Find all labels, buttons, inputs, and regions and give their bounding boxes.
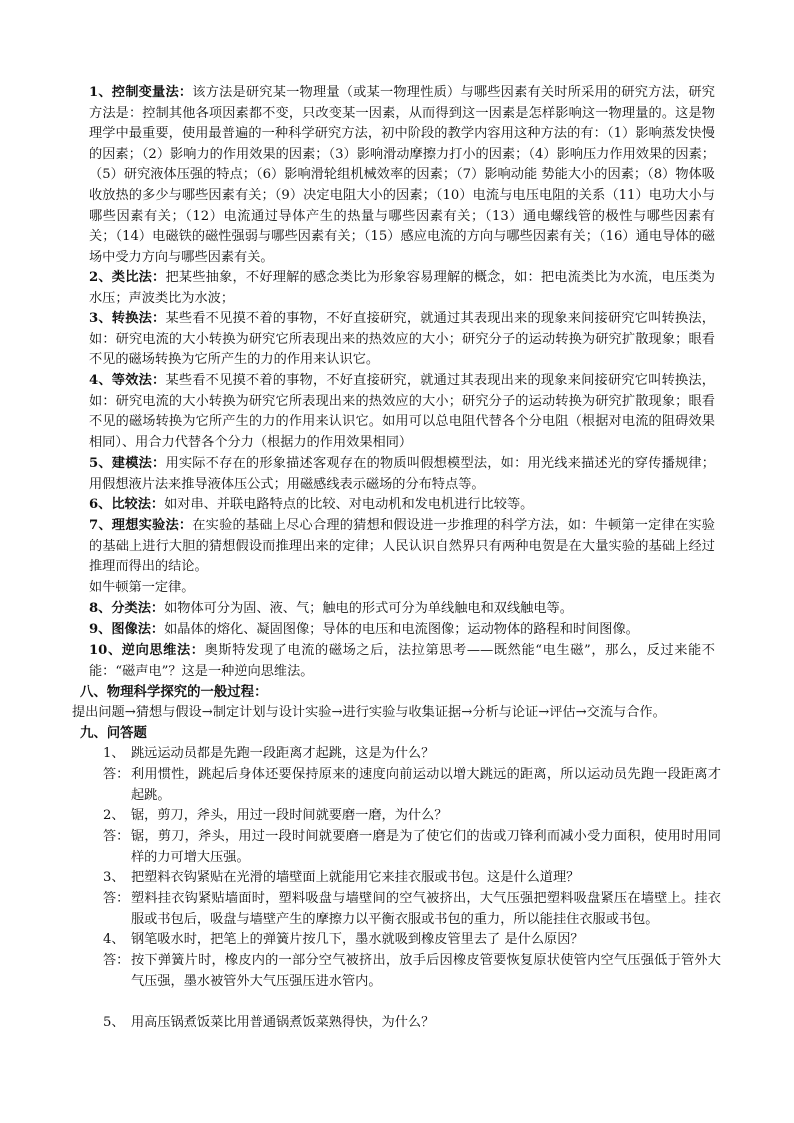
- method-text: 如物体可分为固、液、气；触电的形式可分为单线触电和双线触电等。: [164, 601, 573, 616]
- answer-label: 答：: [103, 953, 130, 968]
- method-title: 9、图像法：: [89, 622, 165, 637]
- method-text: 某些看不见摸不着的事物，不好直接研究，就通过其表现出来的现象来间接研究它叫转换法，如：研究电流的大小转换为研究它所表现出来的热效应的大小；研究分子的运动转换为研究扩散现象；眼看不见的磁场转换为它所产生的力的作用来认识它。: [89, 311, 715, 368]
- question-number: 4、: [103, 932, 125, 947]
- method-title: 8、分类法：: [89, 601, 165, 616]
- method-modeling: [89, 454, 715, 495]
- method-text: 用实际不存在的形象描述客观存在的物质叫假想模型法，如：用光线来描述光的穿传播规律；用假想液片法来推导液体压公式；用磁感线表示磁场的分布特点等。: [89, 456, 715, 492]
- method-equivalence: [89, 371, 715, 453]
- method-text: 该方法是研究某一物理量（或某一物理性质）与哪些因素有关时所采用的研究方法，研究方法是：控制其他各项因素都不变，只改变某一因素，从而得到这一因素是怎样影响这一物理量的。这是物理学中最重要，使用最普遍的一种科学研究方法，初中阶段的教学内容用这种方法的有：（1）影响蒸发快慢的因素；（2）影响力的作用效果的因素；（3）影响滑动摩擦力打小的因素；（4）影响压力作用效果的因素；（5）研究液体压强的特点；（6）影响滑轮组机械效率的因素；（7）影响动能 势能大小的因素；（8）物体吸收放热的多少与哪些因素有关；（9）决定电阻大小的因素；（10）电流与电压电阻的关系（11）电功大小与哪些因素有关；（12）电流通过导体产生的热量与哪些因素有关；（13）通电螺线管的极性与哪些因素有关；（14）电磁铁的磁性强弱与哪些因素有关；（15）感应电流的方向与哪些因素有关；（16）通电导体的磁场中受力方向与哪些因素有关。: [89, 85, 715, 265]
- section-heading: 八、物理科学探究的一般过程：: [80, 684, 268, 700]
- method-reverse-thinking: [89, 641, 715, 682]
- method-title: 6、比较法：: [89, 497, 165, 512]
- method-graphing: [89, 620, 715, 641]
- method-text: 把某些抽象，不好理解的感念类比为形象容易理解的概念，如：把电流类比为水流，电压类为水压；声波类比为水波；: [89, 270, 715, 306]
- answer-text: 塑料挂衣钩紧贴墙面时，塑料吸盘与墙壁间的空气被挤出，大气压强把塑料吸盘紧压在墙壁上。挂衣服或书包后，吸盘与墙壁产生的摩擦力以平衡衣服或书包的重力，所以能挂住衣服或书包。: [131, 891, 721, 927]
- section-heading: 九、问答题: [80, 725, 147, 741]
- question-number: 1、: [103, 746, 125, 761]
- method-conversion: [89, 309, 715, 371]
- question-text: 把塑料衣钩紧贴在光滑的墙壁面上就能用它来挂衣服或书包。这是什么道理？: [131, 870, 580, 885]
- method-text: 如对串、并联电路特点的比较、对电动机和发电机进行比较等。: [164, 497, 534, 512]
- question-number: 2、: [103, 808, 125, 823]
- method-title: 4、等效法：: [89, 373, 166, 388]
- method-classification: [89, 599, 715, 620]
- answer-label: 答：: [103, 767, 130, 782]
- method-text: 如牛顿第一定律。: [89, 580, 195, 595]
- answer-text: 按下弹簧片时，橡皮内的一部分空气被挤出，放手后因橡皮管要恢复原状使管内空气压强低于管外大气压强，墨水被管外大气压强压进水管内。: [131, 953, 721, 989]
- method-title: 2、类比法：: [89, 270, 166, 285]
- method-title: 5、建模法：: [89, 456, 166, 471]
- method-text: 奥斯特发现了电流的磁场之后，法拉第思考——既然能“电生磁”，那么，反过来能不能：“磁声电”？这是一种逆向思维法。: [89, 643, 715, 679]
- answer-text: 锯，剪刀，斧头，用过一段时间就要磨一磨是为了使它们的齿或刀锋利而减小受力面积，使用时用同样的力可增大压强。: [131, 829, 721, 865]
- question-text: 钢笔吸水时，把笔上的弹簧片按几下，墨水就吸到橡皮管里去了 是什么原因？: [131, 932, 584, 947]
- method-title: 10、逆向思维法：: [89, 643, 205, 658]
- answer-label: 答：: [103, 829, 130, 844]
- question-text: 锯，剪刀，斧头，用过一段时间就要磨一磨，为什么？: [131, 808, 448, 823]
- method-title: 3、转换法：: [89, 311, 166, 326]
- answer-label: 答：: [103, 891, 130, 906]
- method-analogy: [89, 268, 715, 309]
- method-note: [89, 578, 715, 599]
- question-number: 3、: [103, 870, 125, 885]
- method-ideal-experiment: [89, 516, 715, 578]
- answer-text: 利用惯性，跳起后身体还要保持原来的速度向前运动以增大跳远的距离，所以运动员先跑一段距离才起跳。: [131, 767, 721, 803]
- method-comparison: [89, 495, 715, 516]
- method-title: 7、理想实验法：: [89, 518, 193, 533]
- question-number: 5、: [103, 1015, 125, 1030]
- method-title: 1、控制变量法：: [89, 85, 193, 100]
- question-text: 用高压锅煮饭菜比用普通锅煮饭菜熟得快，为什么？: [131, 1015, 435, 1030]
- method-text: 某些看不见摸不着的事物，不好直接研究，就通过其表现出来的现象来间接研究它叫转换法，如：研究电流的大小转换为研究它所表现出来的热效应的大小；研究分子的运动转换为研究扩散现象；眼看不见的磁场转换为它所产生的力的作用来认识它。如用可以总电阻代替各个分电阻（根据对电流的阻碍效果相同）、用合力代替各个分力（根据力的作用效果相同）: [89, 373, 715, 450]
- inquiry-process: 提出问题→猜想与假设→制定计划与设计实验→进行实验与收集证据→分析与论证→评估→交流与合作。: [72, 705, 666, 720]
- method-control-variable: [89, 83, 715, 268]
- question-text: 跳远运动员都是先跑一段距离才起跳，这是为什么？: [131, 746, 435, 761]
- method-text: 在实验的基础上尽心合理的猜想和假设进一步推理的科学方法，如：牛顿第一定律在实验的基础上进行大胆的猜想假设而推理出来的定律；人民认识自然界只有两种电贺是在大量实验的基础上经过推理而得出的结论。: [89, 518, 715, 575]
- method-text: 如晶体的熔化、凝固图像；导体的电压和电流图像；运动物体的路程和时间图像。: [164, 622, 639, 637]
